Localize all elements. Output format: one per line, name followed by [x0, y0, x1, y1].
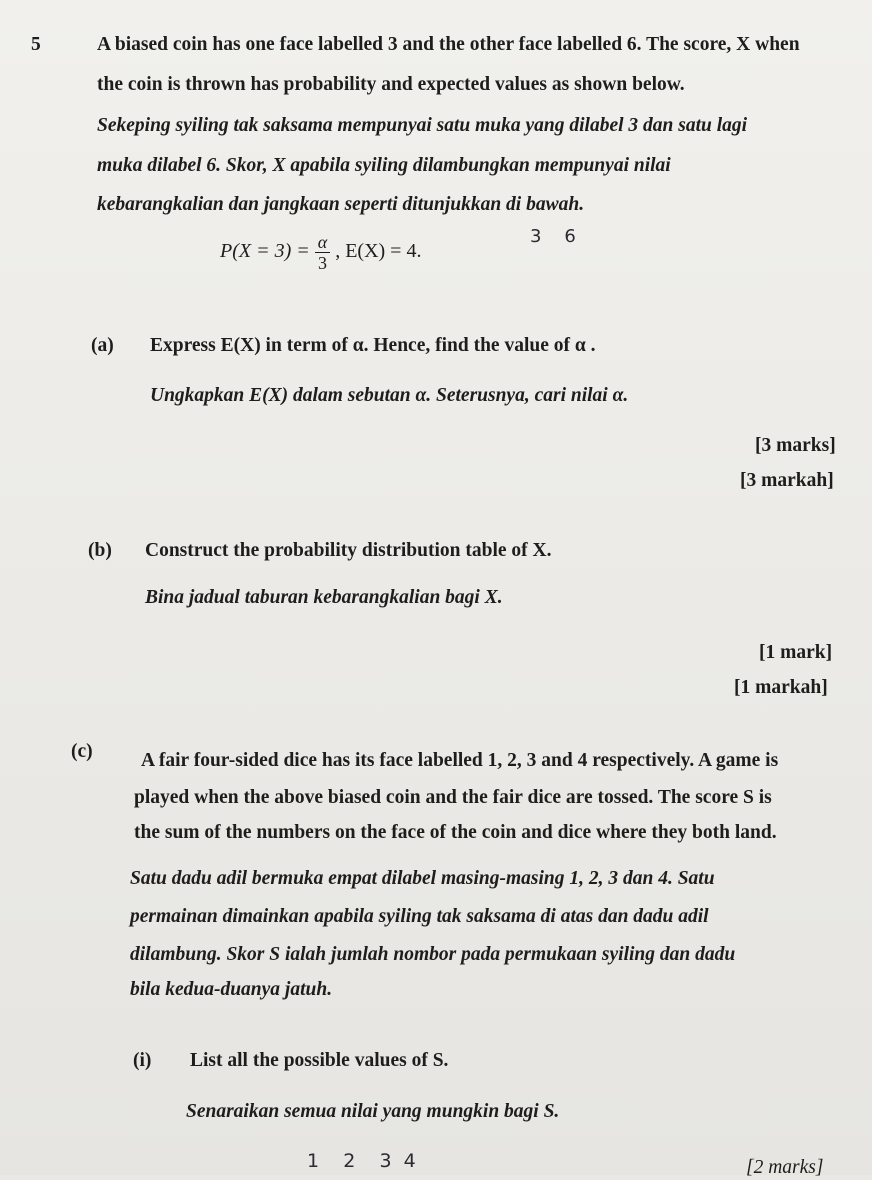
- part-b-en: Construct the probability distribution table of X.: [145, 540, 552, 561]
- formula-fraction: [315, 232, 330, 273]
- part-c-ms-line-1: Satu dadu adil bermuka empat dilabel masing-masing 1, 2, 3 dan 4. Satu: [130, 868, 715, 889]
- part-b-label: (b): [88, 540, 112, 561]
- part-a-marks-en: [3 marks]: [755, 435, 836, 456]
- part-a-marks-ms: [3 markah]: [740, 470, 834, 491]
- part-a-ms: Ungkapkan E(X) dalam sebutan α. Seterusnya, cari nilai α.: [150, 385, 629, 406]
- part-a-en: Express E(X) in term of α. Hence, find the value of α .: [150, 335, 596, 356]
- intro-ms-line-3: kebarangkalian dan jangkaan seperti ditunjukkan di bawah.: [97, 194, 585, 215]
- part-b-marks-en: [1 mark]: [759, 642, 833, 663]
- part-c-i-en: List all the possible values of S.: [190, 1050, 449, 1071]
- intro-en-line-2: the coin is thrown has probability and expected values as shown below.: [97, 74, 685, 95]
- formula-numerator: α: [315, 232, 330, 253]
- question-number: 5: [31, 34, 41, 55]
- part-c-en-line-3: the sum of the numbers on the face of the coin and dice where they both land.: [134, 822, 777, 843]
- part-c-en-line-1: A fair four-sided dice has its face labelled 1, 2, 3 and 4 respectively. A game is: [141, 750, 779, 771]
- part-b-ms: Bina jadual taburan kebarangkalian bagi X.: [145, 587, 503, 608]
- formula-rhs: , E(X) = 4.: [335, 240, 422, 263]
- intro-ms-line-2: muka dilabel 6. Skor, X apabila syiling dilambungkan mempunyai nilai: [97, 155, 671, 176]
- part-c-i-ms: Senaraikan semua nilai yang mungkin bagi S.: [186, 1101, 560, 1122]
- part-a-label: (a): [91, 335, 114, 356]
- handwritten-note-bottom: 1 2 3 4: [307, 1150, 416, 1172]
- part-c-ms-line-2: permainan dimainkan apabila syiling tak saksama di atas dan dadu adil: [130, 906, 709, 927]
- intro-en-line-1: A biased coin has one face labelled 3 and the other face labelled 6. The score, X when: [97, 34, 800, 55]
- part-c-ms-line-3: dilambung. Skor S ialah jumlah nombor pada permukaan syiling dan dadu: [130, 944, 736, 965]
- formula-denominator: 3: [317, 253, 327, 273]
- part-c-en-line-2: played when the above biased coin and the fair dice are tossed. The score S is: [134, 787, 772, 808]
- probability-formula: [220, 232, 421, 273]
- formula-lhs: P(X = 3) =: [220, 240, 310, 263]
- handwritten-note-top: 3 6: [530, 226, 576, 247]
- part-c-i-label: (i): [133, 1050, 152, 1071]
- intro-ms-line-1: Sekeping syiling tak saksama mempunyai satu muka yang dilabel 3 dan satu lagi: [97, 115, 748, 136]
- part-c-label: (c): [71, 741, 93, 762]
- part-b-marks-ms: [1 markah]: [734, 677, 828, 698]
- part-c-ms-line-4: bila kedua-duanya jatuh.: [130, 979, 333, 1000]
- part-c-i-marks-en: [2 marks]: [746, 1157, 824, 1178]
